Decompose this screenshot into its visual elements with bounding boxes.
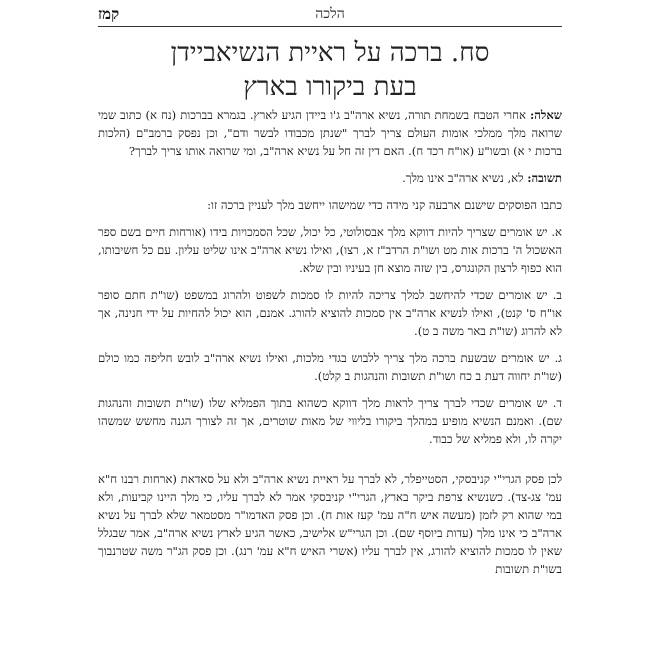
criterion-alef-paragraph: א. יש אומרים שצריך להיות דווקא מלך אבסולוטי, כל יכול, שכל הסמכויות בידו (אורחות חיים בשם ספר האשכול ה' ברכות אות מט ושו"ת הרדב"ז א, רצו), ואילו נשיא ארה"ב אינו שליט עליון. עם כל חשיבותו, הוא כפוף לרצון הקונגרס, בין שזה מוצא חן בעיניו ובין שלא. [98,225,562,275]
section-title-line-2: בעת ביקורו בארץ [243,72,417,102]
answer-label: תשובה: [527,171,562,185]
section-title-line-1: סח. ברכה על ראיית הנשיאביידן [170,38,490,68]
criterion-bet-paragraph: ב. יש אומרים שכדי להיחשב למלך צריכה להיות לו סמכות לשפוט ולהרוג במשפט (שו"ת חתם סופר או"ח ס' קנט), ואילו לנשיא ארה"ב אין סמכות להוציא להורג. אמנם, הוא יכול להחיות על ידי חנינה, אך לא להרוג (שו"ת באר משה ב ט). [98,288,562,338]
body-text [98,106,562,587]
criterion-dalet-paragraph: ד. יש אומרים שכדי לברך צריך לראות מלך דווקא כשהוא בתוך הפמליא שלו (שו"ת תשובות והנהגות שם). ואמנם הנשיא מופיע במהלך ביקורו בליווי של מאות שוטרים, אך זה לצורך הגנה מחשש שמשהו יקרה לו, ולא פמליא של כבוד. [98,396,562,446]
question-paragraph [98,106,562,160]
answer-paragraph [98,169,562,187]
conclusion-paragraph: לכן פסק הגרי"י קניבסקי, הסטייפלר, לא לברך על ראיית נשיא ארה"ב ולא על סאדאת (ארחות רבנו ח"א עמ' צג-צד). כשנשיא צרפת ביקר בארץ, הגרי"י קניבסקי אמר לא לברך עליו, כי מלך היינו קביעות, ולא במי שהוא רק לזמן (מעשה איש ח"ה עמ' קעז אות ח). וכן פסק האדמו"ר מסטמאר שלא לברך על נשיא ארה"ב כי אינו מלך (עדות ביוסף שם). וכן הגרי"ש אלישיב, כאשר הגיע לארץ נשיא ארה"ב, אמר שבגלל שאין לו סמכות להוציא להורג, אין לברך עליו (אשרי האיש ח"א עמ' רנג). וכן פסק הג"ר משה שטרנבוך בשו"ת תשובות [98,472,562,576]
section-title [98,36,562,104]
question-label: שאלה: [529,108,562,122]
running-header [98,4,562,27]
intro-paragraph: כתבו הפוסקים שישנם ארבעה קני מידה כדי שמישהו ייחשב מלך לעניין ברכה זו: [207,198,562,212]
page-number: קמז [98,5,120,23]
criterion-gimel-paragraph: ג. יש אומרים שבשעת ברכה מלך צריך ללבוש בגדי מלכות, ואילו נשיא ארה"ב לובש חליפה כמו כולם (שו"ת יחווה דעת ב כח ושו"ת תשובות והנהגות ב קלט). [98,351,562,383]
question-text: אחרי הטבח בשמחת תורה, נשיא ארה"ב ג'ו ביידן הגיע לארץ. בגמרא בברכות (נח א) כתוב שמי שרואה מלך ממלכי אומות העולם צריך לברך "שנתן מכבודו לבשר ודם", וכן נפסק ברמב"ם (הלכות ברכות י א) ובשו"ע (או"ח רכד ח). האם דין זה חל על נשיא ארה"ב, ומי שרואה אותו צריך לברך? [98,108,562,158]
running-title: הלכה [315,6,345,22]
answer-text: לא, נשיא ארה"ב אינו מלך. [402,171,528,185]
